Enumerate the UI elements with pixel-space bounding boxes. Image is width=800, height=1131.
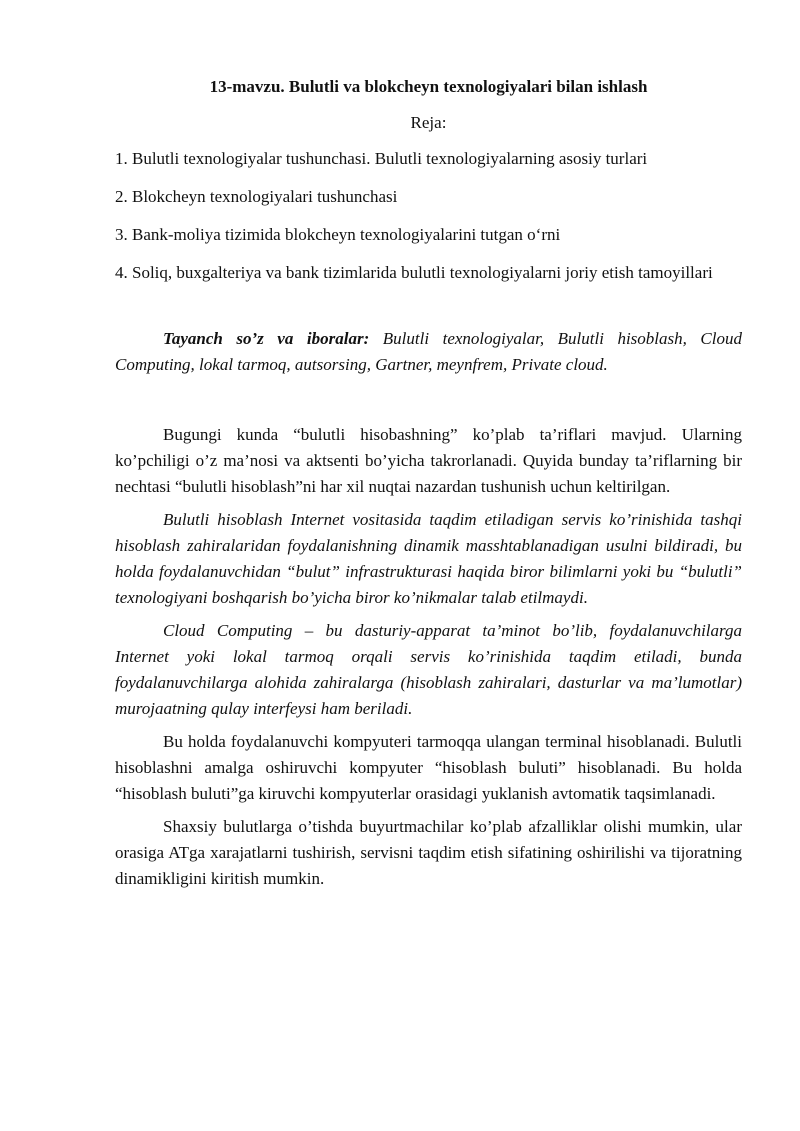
plan-item-4: 4. Soliq, buxgalteriya va bank tizimlarida bulutli texnologiyalarni joriy etish tamoyillari xyxy=(115,263,713,282)
keywords-label: Tayanch so’z va iboralar: xyxy=(163,329,370,348)
paragraph-4: Bu holda foydalanuvchi kompyuteri tarmoqqa ulangan terminal hisoblanadi. Bulutli hisoblashni amalga oshiruvchi kompyuter “hisoblash buluti” hisoblanadi. Bu holda “hisoblash buluti”ga kiruvchi kompyuterlar orasidagi yuklanish avtomatik taqsimlanadi. xyxy=(115,732,742,803)
paragraph-5: Shaxsiy bulutlarga o’tishda buyurtmachilar ko’plab afzalliklar olishi mumkin, ular orasiga ATga xarajatlarni tushirish, servisni taqdim etish sifatining oshirilishi va tijoratning dinamikligini kiritish mumkin. xyxy=(115,817,742,888)
plan-heading: Reja: xyxy=(410,113,447,132)
paragraph-1: Bugungi kunda “bulutli hisobashning” ko’plab ta’riflari mavjud. Ularning ko’pchiligi o’z ma’nosi va aktsenti bo’yicha takrorlanadi. Quyida bunday ta’riflarning bir nechtasi “bulutli hisoblash”ni har xil nuqtai nazardan tushunish uchun keltirilgan. xyxy=(115,425,742,496)
plan-item-1: 1. Bulutli texnologiyalar tushunchasi. Bulutli texnologiyalarning asosiy turlari xyxy=(115,149,648,168)
plan-item-3: 3. Bank-moliya tizimida blokcheyn texnologiyalarini tutgan o‘rni xyxy=(115,225,561,244)
page-title: 13-mavzu. Bulutli va blokcheyn texnologiyalari bilan ishlash xyxy=(209,77,648,96)
paragraph-2: Bulutli hisoblash Internet vositasida taqdim etiladigan servis ko’rinishida tashqi hisoblash zahiralaridan foydalanishning dinamik masshtablanadigan usulni bildiradi, bu holda foydalanuvchidan “bulut” infrastrukturasi haqida biror bilimlarni yoki bu “bulutli” texnologiyani boshqarish bo’yicha biror ko’nikmalar talab etilmaydi. xyxy=(115,510,742,607)
keywords-paragraph xyxy=(115,326,742,378)
paragraph-3: Cloud Computing – bu dasturiy-apparat ta’minot bo’lib, foydalanuvchilarga Internet yoki lokal tarmoq orqali servis ko’rinishida taqdim etiladi, bunda foydalanuvchilarga alohida zahiralarga (hisoblash zahiralari, dasturlar va ma’lumotlar) murojaatning qulay interfeysi ham beriladi. xyxy=(115,621,742,718)
plan-item-2: 2. Blokcheyn texnologiyalari tushunchasi xyxy=(115,187,398,206)
keywords-text: Bulutli texnologiyalar, Bulutli hisoblash, Cloud Computing, lokal tarmoq, autsorsing, Gartner, meynfrem, Private cloud. xyxy=(115,329,742,374)
